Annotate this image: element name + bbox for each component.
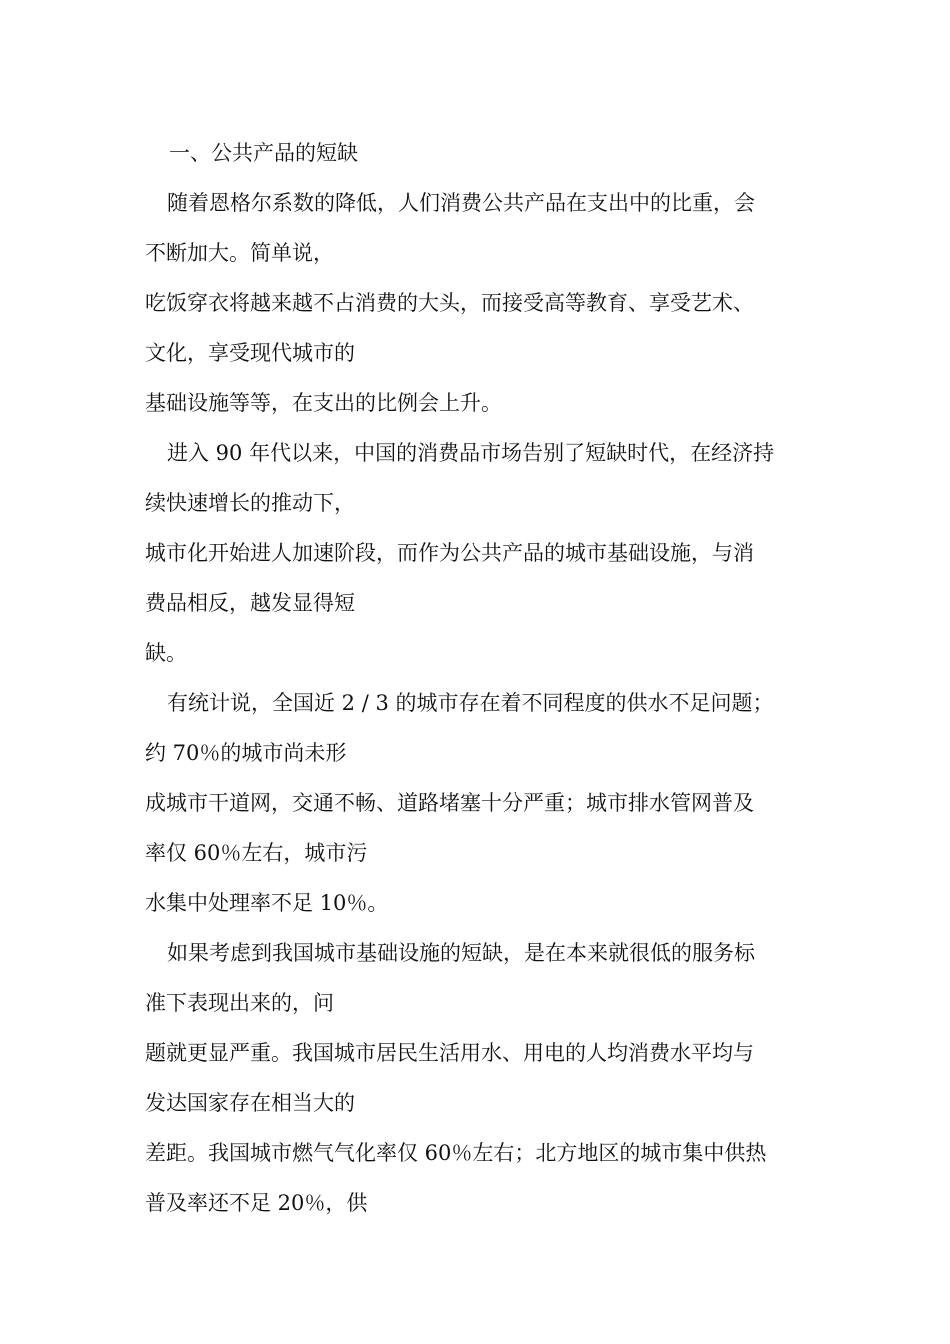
paragraph-line: 费品相反，越发显得短 [145,591,355,615]
paragraph-line: 普及率还不足 20％，供 [145,1191,368,1215]
paragraph-line: 缺。 [145,641,187,665]
paragraph-line: 不断加大。简单说， [145,241,334,265]
document-body [145,128,810,1228]
paragraph-line: 率仅 60％左右，城市污 [145,841,368,865]
section-heading: 一、公共产品的短缺 [169,141,358,165]
paragraph-line: 进入 90 年代以来，中国的消费品市场告别了短缺时代，在经济持 [167,441,775,465]
paragraph-line: 有统计说，全国近 2 / 3 的城市存在着不同程度的供水不足问题； [167,691,774,715]
paragraph-line: 续快速增长的推动下， [145,491,355,515]
paragraph-line: 随着恩格尔系数的降低，人们消费公共产品在支出中的比重，会 [167,191,755,215]
paragraph-line: 成城市干道网，交通不畅、道路堵塞十分严重；城市排水管网普及 [145,791,754,815]
paragraph-line: 吃饭穿衣将越来越不占消费的大头，而接受高等教育、享受艺术、 [145,291,754,315]
paragraph-line: 发达国家存在相当大的 [145,1091,355,1115]
paragraph-line: 准下表现出来的，问 [145,991,334,1015]
paragraph-line: 水集中处理率不足 10％。 [145,891,389,915]
paragraph-line: 约 70％的城市尚未形 [145,741,347,765]
paragraph-line: 如果考虑到我国城市基础设施的短缺，是在本来就很低的服务标 [167,941,755,965]
paragraph-line: 差距。我国城市燃气气化率仅 60％左右；北方地区的城市集中供热 [145,1141,767,1165]
paragraph-line: 题就更显严重。我国城市居民生活用水、用电的人均消费水平均与 [145,1041,754,1065]
paragraph-line: 基础设施等等，在支出的比例会上升。 [145,391,502,415]
paragraph-line: 文化，享受现代城市的 [145,341,355,365]
paragraph-line: 城市化开始进人加速阶段，而作为公共产品的城市基础设施，与消 [145,541,754,565]
